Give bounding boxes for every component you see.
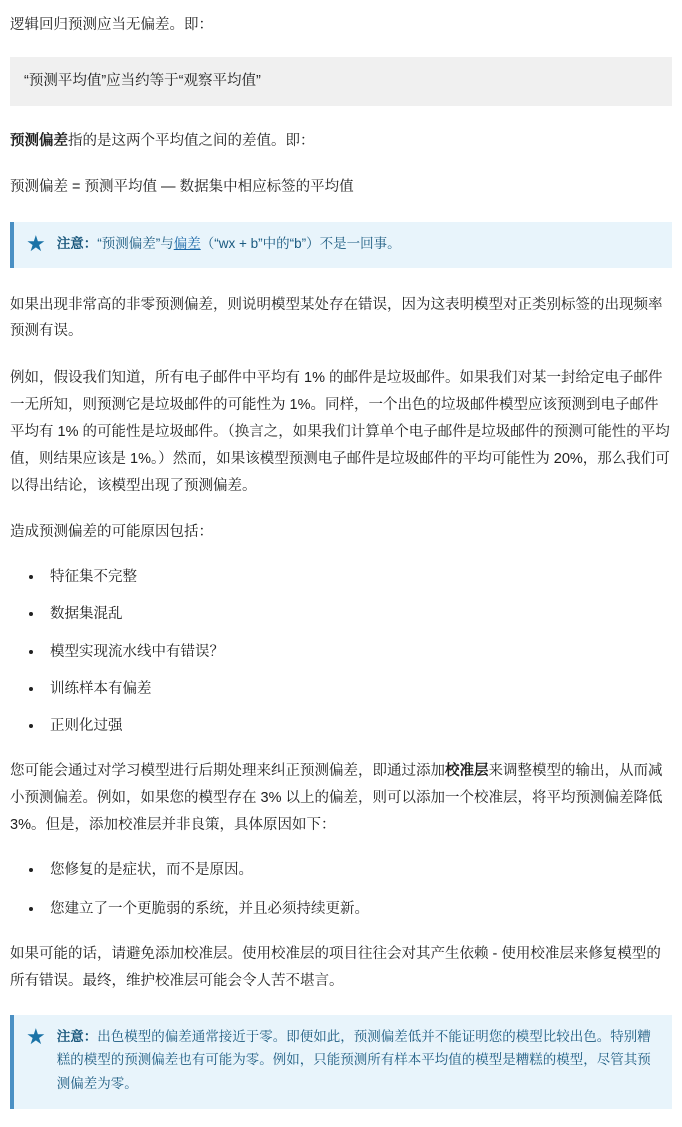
causes-heading: 造成预测偏差的可能原因包括： [10, 524, 213, 541]
calibration-drawbacks-list [10, 859, 672, 921]
note-box-top [10, 222, 672, 267]
list-item: • 您修复的是症状，而不是原因。 [44, 859, 672, 882]
list-item: • 训练样本有偏差 [44, 678, 672, 701]
definition-term: 预测偏差 [10, 133, 68, 150]
calibration-part1: 您可能会通过对学习模型进行后期处理来纠正预测偏差，即通过添加 [10, 763, 445, 780]
calibration-paragraph [10, 758, 672, 838]
note-bottom-body: 出色模型的偏差通常接近于零。即便如此，预测偏差低并不能证明您的模型比较出色。特别糟糕的模型的预测偏差也有可能为零。例如，只能预测所有样本平均值的模型是糟糕的模型，尽管其预测偏差为零。 [56, 1028, 651, 1091]
list-item: • 数据集混乱 [44, 603, 672, 626]
note-top-after-link: （“wx + b”中的“b”）不是一回事。 [200, 236, 401, 252]
calibration-part2: 来调整模型的输出，从而减小预测偏差。例如，如果您的模型存在 3% 以上的偏差，则可以添加一个校准层，将平均预测偏差降低 3%。但是，添加校准层并非良策，具体原因如下： [10, 763, 663, 833]
list-item: • 正则化过强 [44, 715, 672, 738]
list-item: • 特征集不完整 [44, 566, 672, 589]
star-icon: ★ [26, 231, 46, 257]
note-bottom-label: 注意： [56, 1028, 98, 1044]
calibration-layer-term: 校准层 [445, 763, 489, 780]
quote-block: “预测平均值”应当约等于“观察平均值” [10, 57, 672, 106]
equation-line: 预测偏差 = 预测平均值 — 数据集中相应标签的平均值 [10, 179, 354, 195]
star-icon: ★ [26, 1023, 46, 1049]
intro-paragraph: 逻辑回归预测应当无偏差。即： [10, 17, 213, 33]
list-item: • 您建立了一个更脆弱的系统，并且必须持续更新。 [44, 898, 672, 921]
avoid-paragraph: 如果可能的话，请避免添加校准层。使用校准层的项目往往会对其产生依赖 - 使用校准层来修复模型的所有错误。最终，维护校准层可能会令人苦不堪言。 [10, 945, 661, 989]
causes-list [10, 566, 672, 738]
note-top-text [57, 232, 401, 256]
note-top-label: 注意： [56, 236, 98, 252]
list-item: • 模型实现流水线中有错误？ [44, 641, 672, 664]
note-top-before-link: “预测偏差”与 [97, 236, 174, 252]
bias-link[interactable]: 偏差 [173, 236, 201, 252]
definition-rest: 指的是这两个平均值之间的差值。即： [68, 133, 315, 150]
definition-paragraph [10, 128, 672, 155]
example-paragraph: 例如，假设我们知道，所有电子邮件中平均有 1% 的邮件是垃圾邮件。如果我们对某一封给定电子邮件一无所知，则预测它是垃圾邮件的可能性为 1%。同样，一个出色的垃圾邮件模型应该预测到电子邮件平均有 1% 的可能性是垃圾邮件。（换言之，如果我们计算单个电子邮件是垃圾邮件的预测可能性的平均值，则结果应该是 1%。）然而，如果该模型预测电子邮件是垃圾邮件的平均可能性为 20%，那么我们可以得出结论，该模型出现了预测偏差。 [10, 370, 670, 494]
note-box-bottom [10, 1015, 672, 1110]
note-bottom-text [57, 1025, 658, 1096]
high-bias-paragraph: 如果出现非常高的非零预测偏差，则说明模型某处存在错误，因为这表明模型对正类别标签的出现频率预测有误。 [10, 296, 663, 340]
